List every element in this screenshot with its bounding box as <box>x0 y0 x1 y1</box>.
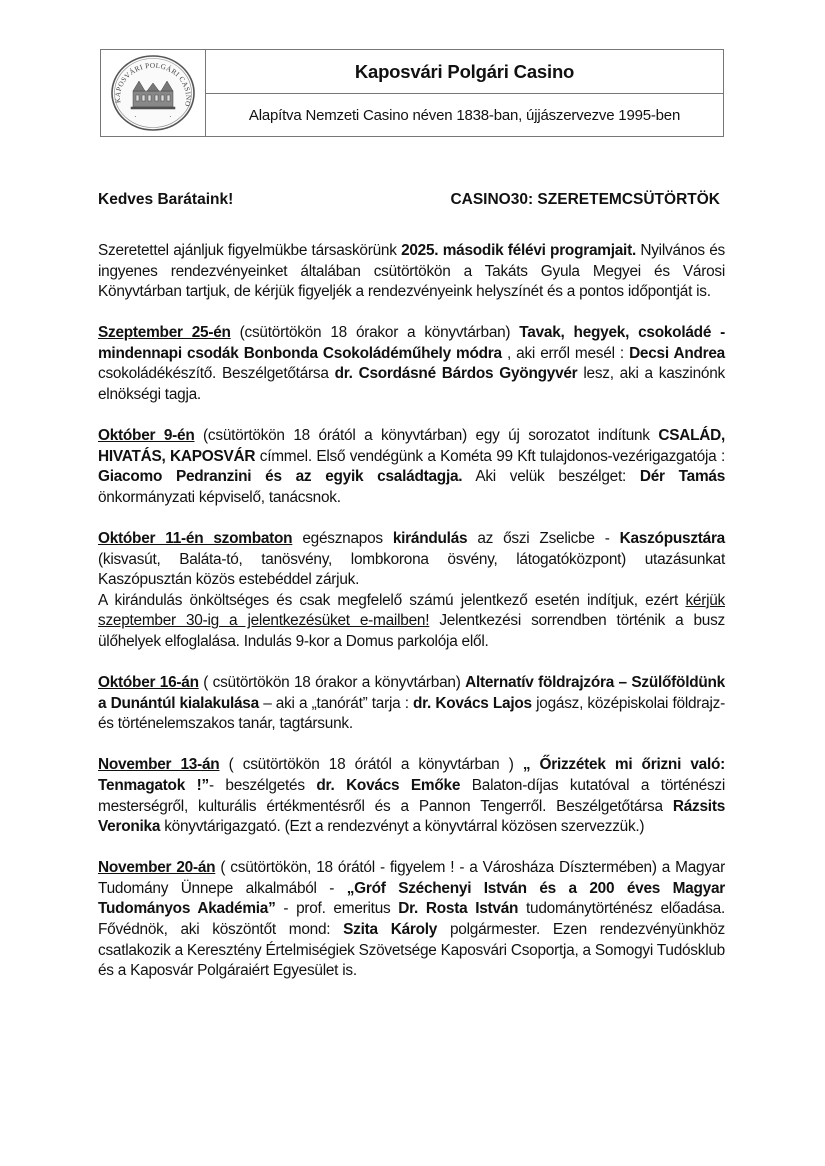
event-highlight: Tavak, hegyek, csokoládé - mindennapi csodák Bonbonda Csokoládéműhely módra <box>98 324 725 362</box>
event-text: az őszi Zselicbe - <box>467 530 620 548</box>
event-date: Szeptember 25-én <box>98 324 231 342</box>
organization-title: Kaposvári Polgári Casino <box>206 50 723 94</box>
event-text: címmel. Első vendégünk a Kométa 99 Kft tulajdonos-vezérigazgatója : <box>255 447 725 465</box>
event-text: könyvtárigazgató. (Ezt a rendezvényt a könyvtárral közösen szervezzük.) <box>160 818 645 836</box>
event-paragraph <box>98 323 725 405</box>
event-text: Balaton-díjas kutatóval a történészi mesterségről, kulturális értékmentésről és a Pannon Tengerről. Beszélgetőtársa <box>98 776 726 815</box>
event-text: (kisvasút, Baláta-tó, tanösvény, lombkorona ösvény, látogatóközpont) utazásunkat Kaszópusztán közös estebéddel zárjuk. <box>98 550 725 589</box>
event-paragraph <box>98 755 725 837</box>
intro-highlight: 2025. második félévi programjait. <box>401 242 636 259</box>
seal-ring-text: KAPOSVÁRI POLGÁRI CASINO <box>113 61 193 108</box>
event-text: jogász, középiskolai földrajz- és történelemszakos tanár, tagtársunk. <box>98 694 725 733</box>
event-text: Aki velük beszélget: <box>462 468 640 486</box>
event-highlight: Rázsits Veronika <box>98 797 725 836</box>
event-text: , aki erről mesél : <box>501 344 630 362</box>
building-icon <box>131 81 175 109</box>
event-text: - prof. emeritus <box>275 900 399 918</box>
event-text: önkormányzati képviselő, tanácsnok. <box>98 488 341 506</box>
event-text: ( csütörtökön 18 órakor a könyvtárban) <box>198 674 466 692</box>
event-text: - beszélgetés <box>208 776 317 794</box>
intro-text: Szeretettel ajánljuk figyelmükbe társaskörünk <box>98 242 402 259</box>
svg-text:·: · <box>134 112 137 121</box>
event-text: ( csütörtökön, 18 órától - figyelem ! - a Városháza Dísztermében) a Magyar Tudomány Ünnepe alkalmából - <box>98 859 725 897</box>
organization-subtitle: Alapítva Nemzeti Casino néven 1838-ban, újjászervezve 1995-ben <box>248 106 681 124</box>
event-highlight: „ Őrizzétek mi őrizni való: Tenmagatok !” <box>98 756 725 794</box>
event-text: Jelentkezési sorrendben történik a busz ülőhelyek elfoglalása. Indulás 9-kor a Domus parkolója elől. <box>98 612 725 650</box>
event-highlight: dr. Kovács Emőke <box>316 776 461 794</box>
event-text: (csütörtökön 18 órakor a könyvtárban) <box>230 324 520 342</box>
event-text: csokoládékészítő. Beszélgetőtársa <box>98 365 335 383</box>
event-date: November 20-án <box>98 859 216 877</box>
event-highlight: Dr. Rosta István <box>398 900 519 918</box>
logo-cell <box>101 50 206 136</box>
event-text: egésznapos <box>292 530 393 548</box>
event-date: Október 9-én <box>98 427 195 445</box>
event-text: A kirándulás önköltséges és csak megfelelő számú jelentkező esetén indítjuk, ezért <box>98 591 686 609</box>
event-list <box>98 323 725 982</box>
letterhead <box>100 49 724 137</box>
event-highlight: Szita Károly <box>343 921 438 939</box>
event-highlight: CSALÁD, HIVATÁS, KAPOSVÁR <box>98 427 725 465</box>
event-text: lesz, aki a kaszinónk elnökségi tagja. <box>98 365 725 404</box>
event-highlight: Alternatív földrajzóra – Szülőföldünk a Dunántúl kialakulása <box>98 674 725 712</box>
event-paragraph <box>98 673 725 735</box>
greeting-row <box>98 191 720 209</box>
svg-text:·: · <box>169 112 172 121</box>
event-highlight: kirándulás <box>392 530 468 548</box>
event-text: polgármester. Ezen rendezvényünkhöz csatlakozik a Keresztény Értelmiségiek Szövetsége Kaposvári Csoportja, a Somogyi Tudósklub és a Kaposvár Polgáraiért Egyesület is. <box>98 921 726 980</box>
event-paragraph <box>98 426 725 508</box>
event-highlight: Giacomo Pedranzini és az egyik családtagja. <box>98 468 463 486</box>
letter-body <box>98 241 725 1002</box>
event-highlight: Dér Tamás <box>639 468 726 486</box>
event-highlight: Decsi Andrea <box>629 344 725 362</box>
registration-note: kérjük szeptember 30-ig a jelentkezésüket e-mailben! <box>98 591 725 630</box>
event-text: (csütörtökön 18 órától a könyvtárban) egy új sorozatot indítunk <box>194 427 659 445</box>
event-highlight: „Gróf Széchenyi István és a 200 éves Magyar Tudományos Akadémia” <box>98 879 726 918</box>
greeting: Kedves Barátaink! <box>98 191 234 208</box>
event-paragraph <box>98 529 725 653</box>
event-text: – aki a „tanórát” tarja : <box>258 694 414 712</box>
event-paragraph <box>98 858 725 982</box>
event-highlight: dr. Csordásné Bárdos Gyöngyvér <box>334 365 578 383</box>
event-highlight: Kaszópusztára <box>619 530 725 548</box>
event-text: ( csütörtökön 18 órától a könyvtárban ) <box>219 756 523 774</box>
event-date: November 13-án <box>98 756 220 774</box>
tagline: CASINO30: SZERETEMCSÜTÖRTÖK <box>450 191 720 208</box>
event-date: Október 16-án <box>98 674 199 692</box>
intro-paragraph <box>98 241 725 303</box>
casino-seal-icon <box>109 53 197 133</box>
event-highlight: dr. Kovács Lajos <box>413 694 532 712</box>
event-text: tudománytörténész előadása. Fővédnök, aki köszöntőt mond: <box>98 900 725 939</box>
event-date: Október 11-én szombaton <box>98 530 293 548</box>
intro-text-2: Nyilvános és ingyenes rendezvényeinket általában csütörtökön a Takáts Gyula Megyei és Városi Könyvtárban tartjuk, de kérjük figyeljék a rendezvényeink helyszínét és a pontos időpontját is. <box>98 242 725 301</box>
